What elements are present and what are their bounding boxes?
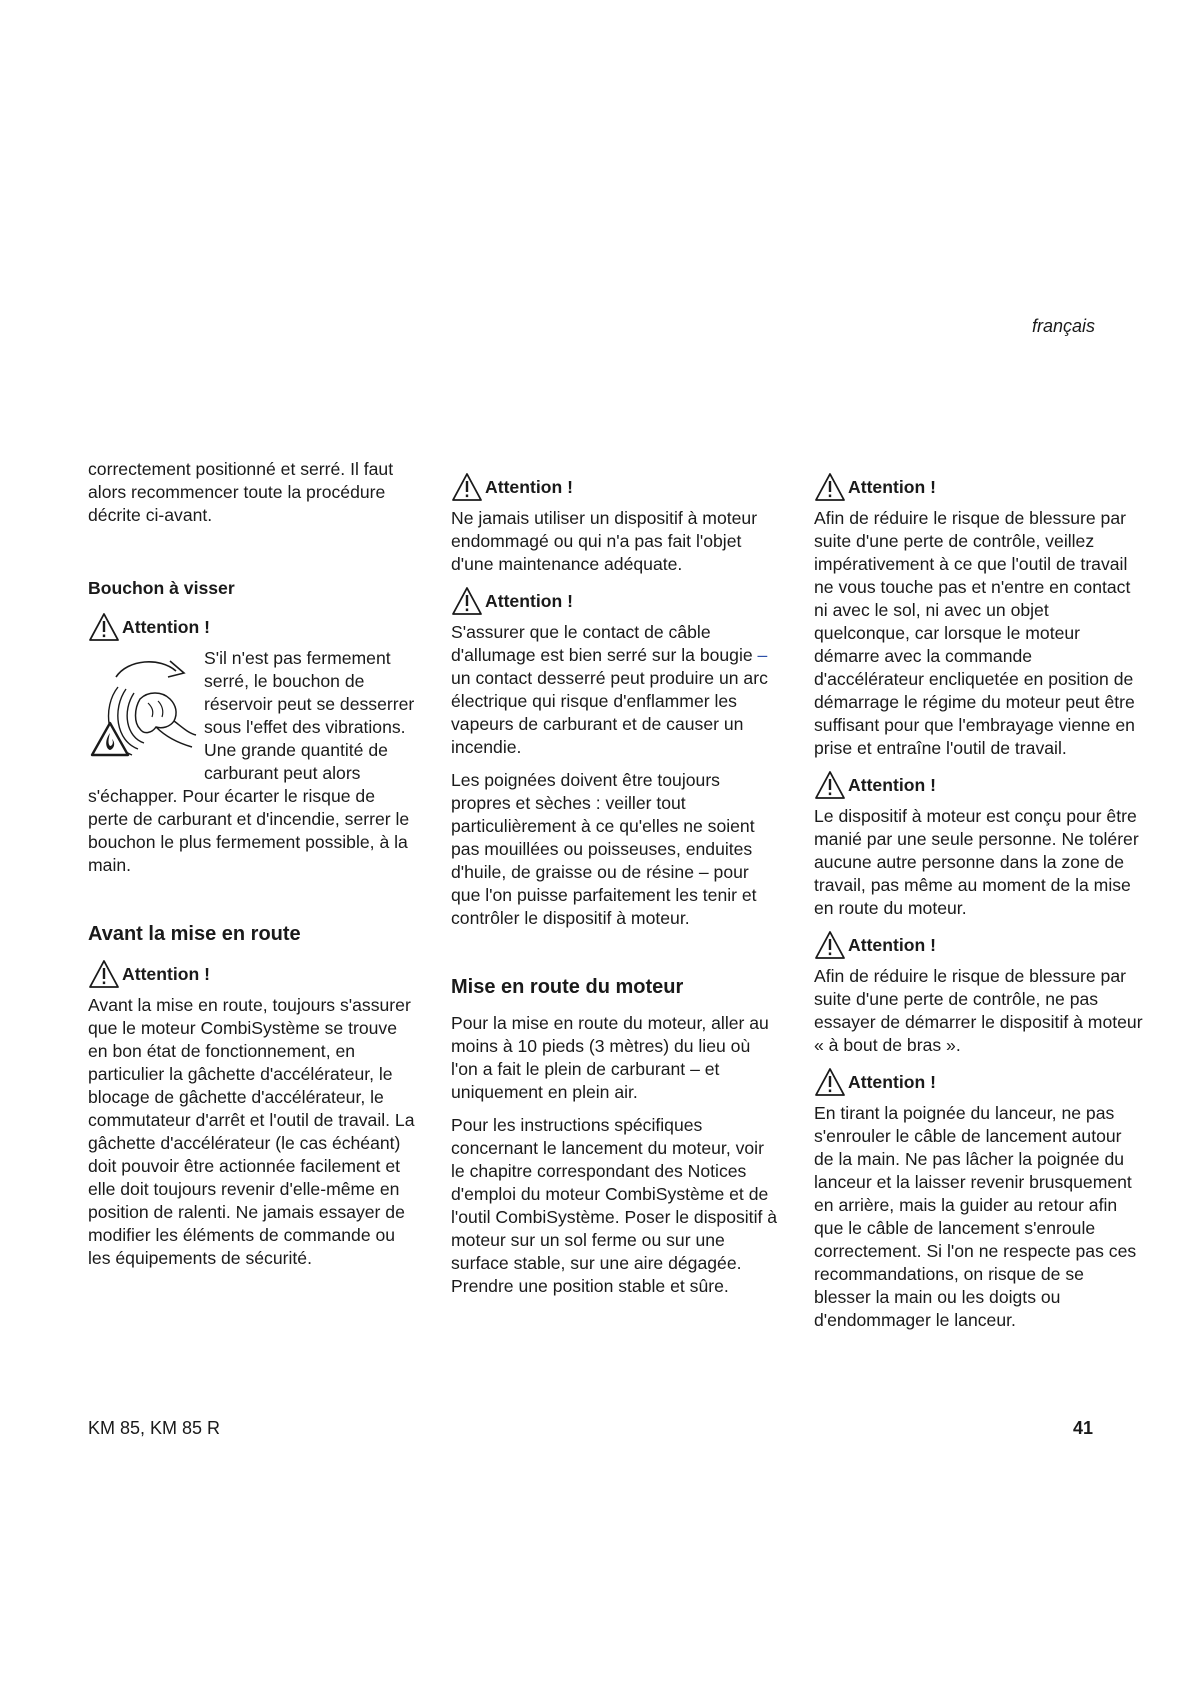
engine-start-paragraph-1: Pour la mise en route du moteur, aller au moins à 10 pieds (3 mètres) du lieu où l'on a fait le plein de carburant – et uniquement en plein air. [451,1013,769,1102]
attention-heading [88,612,418,642]
footer-model: KM 85, KM 85 R [88,1418,221,1438]
loss-of-control-warning: Afin de réduire le risque de blessure par suite d'une perte de contrôle, veillez impérativement à ce que l'outil de travail ne vous touche pas et n'entre en contact ni avec le sol, ni avec un objet quelconque, car lorsque le moteur démarre avec la commande d'accélérateur encliquetée en position de démarrage le régime du moteur peut être suffisant pour que l'embrayage vienne en prise et entraîne l'outil de travail. [814,508,1135,758]
spark-plug-warning-part1: S'assurer que le contact de câble d'allumage est bien serré sur la bougie [451,622,753,665]
attention-label: Attention ! [122,963,210,984]
warning-icon [451,586,483,616]
attention-heading [814,770,1144,800]
attention-label: Attention ! [848,774,936,795]
attention-label: Attention ! [848,934,936,955]
arms-length-warning: Afin de réduire le risque de blessure par suite d'une perte de contrôle, ne pas essayer de démarrer le dispositif à moteur « à bout de bras ». [814,966,1143,1055]
intro-paragraph: correctement positionné et serré. Il faut alors recommencer toute la procédure décrite ci-avant. [88,459,394,525]
tighten-cap-fire-hazard-icon [88,647,200,771]
single-operator-warning: Le dispositif à moteur est conçu pour être manié par une seule personne. Ne tolérer aucune autre personne dans la zone de travail, pas même au moment de la mise en route du moteur. [814,806,1139,918]
spark-plug-warning [451,621,781,759]
column-left [88,458,418,1280]
attention-heading [451,586,781,616]
section-heading-engine-start: Mise en route du moteur [451,976,684,998]
page-number: 41 [1072,1418,1093,1438]
warning-icon [88,612,120,642]
attention-heading [88,959,418,989]
column-right [814,472,1144,1342]
warning-icon [814,472,846,502]
attention-heading [814,930,1144,960]
warning-icon [814,930,846,960]
warning-icon [88,959,120,989]
engine-start-paragraph-2: Pour les instructions spécifiques concernant le lancement du moteur, voir le chapitre correspondant des Notices d'emploi du moteur CombiSystème et de l'outil CombiSystème. Poser le dispositif à moteur sur un sol ferme ou sur une surface stable, sur une aire dégagée. Prendre une position stable et sûre. [451,1115,778,1296]
spark-plug-warning-part2: un contact desserré peut produire un arc électrique qui risque d'enflammer les vapeurs de carburant et de causer un incendie. [451,668,768,757]
language-label: français [1031,316,1095,336]
warning-icon [814,770,846,800]
attention-label: Attention ! [485,476,573,497]
starter-rope-warning: En tirant la poignée du lanceur, ne pas s'enrouler le câble de lancement autour de la main. Ne pas lâcher la poignée du lanceur et la laisser revenir brusquement en arrière, mais la guider au retour afin que le câble de lancement s'enroule correctement. Si l'on ne respecte pas ces recommandations, on risque de se blesser la main ou les doigts ou d'endommager le lanceur. [814,1103,1137,1330]
section-heading-screw-cap: Bouchon à visser [88,578,235,598]
attention-label: Attention ! [848,1071,936,1092]
column-middle [451,472,781,1308]
screw-cap-warning [88,647,418,877]
damaged-device-warning: Ne jamais utiliser un dispositif à moteur endommagé ou qui n'a pas fait l'objet d'une maintenance adéquate. [451,508,758,574]
attention-heading [451,472,781,502]
attention-label: Attention ! [122,616,210,637]
attention-label: Attention ! [848,476,936,497]
before-start-text: Avant la mise en route, toujours s'assurer que le moteur CombiSystème se trouve en bon état de fonctionnement, en particulier la gâchette d'accélérateur, le blocage de gâchette d'accélérateur, le commutateur d'arrêt et l'outil de travail. La gâchette d'accélérateur (le cas échéant) doit pouvoir être actionnée facilement et elle doit toujours revenir d'elle-même en position de ralenti. Ne jamais essayer de modifier les éléments de commande ou les équipements de sécurité. [88,995,415,1268]
section-heading-before-start: Avant la mise en route [88,923,301,945]
attention-heading [814,1067,1144,1097]
warning-icon [451,472,483,502]
attention-label: Attention ! [485,590,573,611]
warning-icon [814,1067,846,1097]
handles-paragraph: Les poignées doivent être toujours propres et sèches : veiller tout particulièrement à ce qu'elles ne soient pas mouillées ou poisseuses, enduites d'huile, de graisse ou de résine – pour que l'on puisse parfaitement les tenir et contrôler le dispositif à moteur. [451,770,757,928]
screw-cap-warning-text: S'il n'est pas fermement serré, le bouchon de réservoir peut se desserrer sous l'effet des vibrations. Une grande quantité de carburant peut alors s'échapper. Pour écarter le risque de perte de carburant et d'incendie, serrer le bouchon le plus fermement possible, à la main. [88,648,415,875]
attention-heading [814,472,1144,502]
dash: – [757,645,768,665]
